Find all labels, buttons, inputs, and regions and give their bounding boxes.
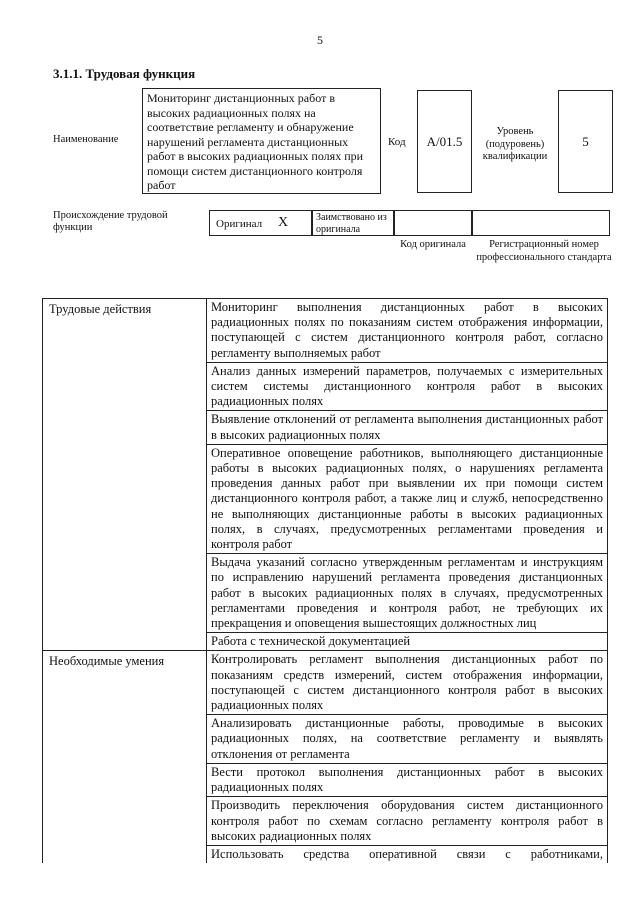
labor-action-item: Мониторинг выполнения дистанционных работ в высоких радиационных полях по показаниям систем отображения информации, поступающей с систем дистанционного контроля работ, согласно регламенту выполняемых работ [207,299,607,363]
qualification-level-value: 5 [558,90,613,193]
page-number: 5 [317,33,323,47]
skill-item: Вести протокол выполнения дистанционных работ в высоких радиационных полях [207,764,607,797]
origin-label [53,210,183,234]
skill-item: Контролировать регламент выполнения дистанционных работ по показаниям средств измерений, систем отображения информации, поступающей с систем дистанционного контроля работ в высоких радиационных полях [207,651,607,715]
labor-action-item: Работа с технической документацией [211,634,411,649]
qualification-level-label: Уровень (подуровень) квалификации [482,126,548,162]
origin-reg-number-cell [472,210,610,236]
origin-code-caption: Код оригинала [400,239,466,250]
labor-action-item: Выявление отклонений от регламента выполнения дистанционных работ в высоких радиационных полях [207,411,607,444]
function-name-value: Мониторинг дистанционных работ в высоких радиационных полях на соответствие регламенту и обнаружение нарушений регламента дистанционных работ в высоких радиационных полях при помощи систем дистанционного контроля работ [142,88,381,194]
function-details-table [42,298,608,863]
required-skills-group [43,651,607,863]
origin-code-cell [394,210,472,236]
labor-actions-group [43,299,607,651]
code-value: A/01.5 [417,90,472,193]
section-title: 3.1.1. Трудовая функция [53,66,196,81]
labor-action-item: Анализ данных измерений параметров, получаемых с измерительных систем системы дистанционного контроля работ в высоких радиационных полях [207,363,607,412]
labor-action-item: Оперативное оповещение работников, выполняющего дистанционные работы в высоких радиационных полях, о нарушениях регламента проведения данных работ при выявлении их при помощи систем дистанционного контроля работ, а также лиц и служб, непосредственно не выполняющих дистанционные работы в высоких радиационных полях, в случаях, предусмотренных регламентами проведения и контроля работ [207,445,607,554]
labor-actions-label: Трудовые действия [43,299,207,650]
origin-original-mark: X [278,215,289,230]
code-label: Код [388,136,406,148]
origin-borrowed-cell: Заимствовано из оригинала [312,210,394,236]
labor-action-item: Выдача указаний согласно утвержденным регламентам и инструкциям по исправлению нарушений регламента проведения дистанционных работ в высоких радиационных полях в случаях, предусмотренных регламентами проведения и контроля работ, не требующих их прекращения и оповещения вышестоящих должностных лиц [207,554,607,633]
required-skills-list [207,651,607,863]
skill-item: Производить переключения оборудования систем дистанционного контроля работ по схемам согласно регламенту контроля работ в высоких радиационных полях [207,797,607,846]
name-label: Наименование [53,134,119,145]
origin-label-text: Происхождение трудовой функции [53,210,168,233]
required-skills-label: Необходимые умения [43,651,207,863]
skill-item: Использовать средства оперативной связи с работниками, [211,846,603,861]
skill-item: Анализировать дистанционные работы, проводимые в высоких радиационных полях, на соответствие регламенту и выявлять отклонения от регламента [207,715,607,764]
origin-original-cell [209,210,312,236]
labor-actions-list [207,299,607,650]
origin-original-label: Оригинал [216,218,263,230]
origin-reg-caption: Регистрационный номер профессионального стандарта [476,239,612,263]
